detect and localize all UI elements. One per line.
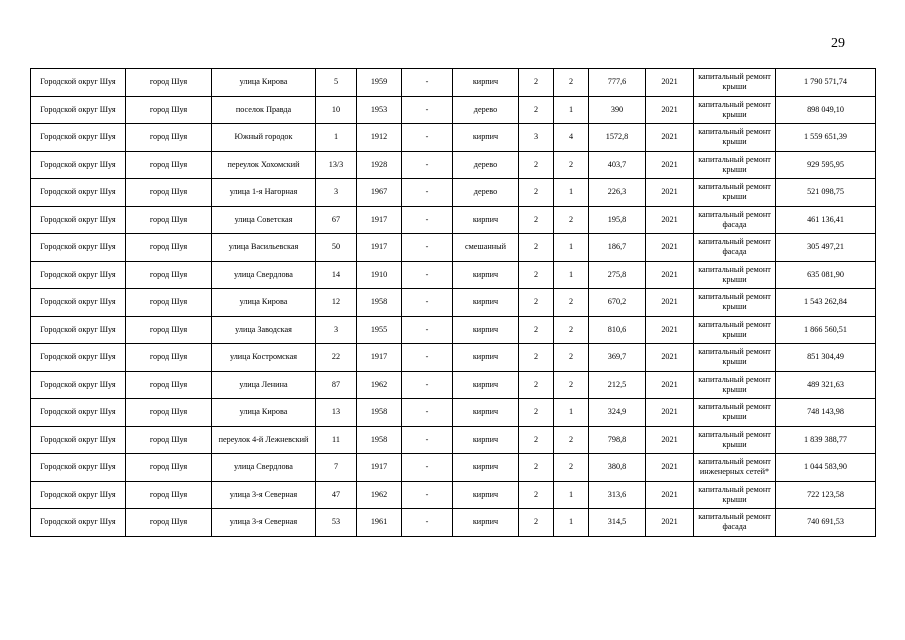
cell-city: город Шуя [126,124,212,152]
cell-area: 777,6 [589,69,646,97]
table-row [31,399,876,427]
cell-house: 22 [316,344,357,372]
cell-entrances: 1 [554,96,589,124]
cell-okrug: Городской округ Шуя [31,454,126,482]
cell-dash: - [402,206,453,234]
cell-cost: 1 044 583,90 [776,454,876,482]
cell-house: 3 [316,179,357,207]
cell-year: 1917 [357,344,402,372]
cell-work: капитальный ремонт крыши [694,124,776,152]
cell-street: Южный городок [212,124,316,152]
table-row [31,344,876,372]
cell-material: дерево [453,151,519,179]
cell-material: кирпич [453,261,519,289]
cell-program-year: 2021 [646,316,694,344]
cell-okrug: Городской округ Шуя [31,399,126,427]
cell-material: кирпич [453,316,519,344]
cell-okrug: Городской округ Шуя [31,234,126,262]
cell-program-year: 2021 [646,426,694,454]
cell-street: улица Свердлова [212,454,316,482]
cell-okrug: Городской округ Шуя [31,69,126,97]
cell-entrances: 2 [554,426,589,454]
cell-house: 87 [316,371,357,399]
cell-city: город Шуя [126,151,212,179]
cell-floors: 2 [519,426,554,454]
cell-floors: 2 [519,399,554,427]
cell-entrances: 4 [554,124,589,152]
cell-cost: 722 123,58 [776,481,876,509]
cell-floors: 2 [519,371,554,399]
cell-work: капитальный ремонт фасада [694,206,776,234]
cell-material: кирпич [453,206,519,234]
cell-program-year: 2021 [646,151,694,179]
cell-street: улица 1-я Нагорная [212,179,316,207]
cell-cost: 489 321,63 [776,371,876,399]
cell-house: 12 [316,289,357,317]
table-row [31,426,876,454]
cell-area: 798,8 [589,426,646,454]
cell-dash: - [402,69,453,97]
cell-work: капитальный ремонт крыши [694,371,776,399]
cell-city: город Шуя [126,509,212,537]
cell-work: капитальный ремонт крыши [694,481,776,509]
cell-year: 1910 [357,261,402,289]
cell-house: 1 [316,124,357,152]
cell-house: 10 [316,96,357,124]
cell-floors: 2 [519,454,554,482]
cell-entrances: 2 [554,371,589,399]
cell-okrug: Городской округ Шуя [31,481,126,509]
cell-year: 1917 [357,234,402,262]
cell-entrances: 1 [554,481,589,509]
cell-house: 11 [316,426,357,454]
cell-program-year: 2021 [646,96,694,124]
cell-street: улица Кирова [212,69,316,97]
cell-dash: - [402,316,453,344]
cell-work: капитальный ремонт крыши [694,261,776,289]
cell-dash: - [402,481,453,509]
cell-house: 13 [316,399,357,427]
cell-entrances: 1 [554,509,589,537]
cell-entrances: 1 [554,234,589,262]
cell-dash: - [402,124,453,152]
cell-entrances: 2 [554,316,589,344]
cell-material: кирпич [453,344,519,372]
cell-work: капитальный ремонт крыши [694,316,776,344]
cell-dash: - [402,261,453,289]
cell-cost: 1 790 571,74 [776,69,876,97]
cell-program-year: 2021 [646,371,694,399]
cell-work: капитальный ремонт крыши [694,179,776,207]
cell-house: 67 [316,206,357,234]
cell-okrug: Городской округ Шуя [31,316,126,344]
cell-entrances: 2 [554,454,589,482]
cell-cost: 1 559 651,39 [776,124,876,152]
cell-cost: 461 136,41 [776,206,876,234]
cell-floors: 2 [519,316,554,344]
table-row [31,179,876,207]
cell-entrances: 1 [554,261,589,289]
cell-year: 1962 [357,371,402,399]
cell-work: капитальный ремонт крыши [694,399,776,427]
cell-year: 1958 [357,399,402,427]
cell-city: город Шуя [126,179,212,207]
cell-program-year: 2021 [646,234,694,262]
cell-year: 1961 [357,509,402,537]
cell-year: 1917 [357,454,402,482]
table-row [31,289,876,317]
cell-material: кирпич [453,69,519,97]
cell-floors: 3 [519,124,554,152]
cell-dash: - [402,179,453,207]
table-body [31,69,876,537]
cell-city: город Шуя [126,69,212,97]
cell-cost: 305 497,21 [776,234,876,262]
cell-city: город Шуя [126,234,212,262]
cell-year: 1967 [357,179,402,207]
table-row [31,371,876,399]
cell-city: город Шуя [126,481,212,509]
cell-material: кирпич [453,371,519,399]
cell-area: 1572,8 [589,124,646,152]
cell-work: капитальный ремонт крыши [694,344,776,372]
cell-entrances: 1 [554,399,589,427]
cell-cost: 1 866 560,51 [776,316,876,344]
cell-work: капитальный ремонт крыши [694,426,776,454]
cell-material: дерево [453,179,519,207]
cell-dash: - [402,344,453,372]
cell-dash: - [402,454,453,482]
cell-okrug: Городской округ Шуя [31,261,126,289]
cell-cost: 635 081,90 [776,261,876,289]
cell-material: дерево [453,96,519,124]
cell-year: 1928 [357,151,402,179]
cell-house: 50 [316,234,357,262]
table-row [31,316,876,344]
cell-year: 1962 [357,481,402,509]
cell-program-year: 2021 [646,206,694,234]
cell-floors: 2 [519,234,554,262]
cell-okrug: Городской округ Шуя [31,206,126,234]
cell-okrug: Городской округ Шуя [31,179,126,207]
cell-area: 226,3 [589,179,646,207]
cell-cost: 898 049,10 [776,96,876,124]
cell-floors: 2 [519,261,554,289]
cell-cost: 1 543 262,84 [776,289,876,317]
cell-work: капитальный ремонт фасада [694,509,776,537]
cell-cost: 851 304,49 [776,344,876,372]
cell-street: улица Ленина [212,371,316,399]
cell-year: 1958 [357,426,402,454]
cell-city: город Шуя [126,96,212,124]
cell-work: капитальный ремонт крыши [694,69,776,97]
cell-okrug: Городской округ Шуя [31,426,126,454]
table-row [31,96,876,124]
cell-street: улица 3-я Северная [212,509,316,537]
cell-area: 670,2 [589,289,646,317]
cell-program-year: 2021 [646,454,694,482]
cell-floors: 2 [519,481,554,509]
cell-street: поселок Правда [212,96,316,124]
cell-house: 47 [316,481,357,509]
cell-program-year: 2021 [646,344,694,372]
cell-street: улица Костромская [212,344,316,372]
cell-material: смешанный [453,234,519,262]
cell-year: 1917 [357,206,402,234]
cell-area: 195,8 [589,206,646,234]
cell-city: город Шуя [126,344,212,372]
cell-dash: - [402,234,453,262]
cell-floors: 2 [519,509,554,537]
cell-floors: 2 [519,96,554,124]
cell-street: улица Заводская [212,316,316,344]
cell-city: город Шуя [126,261,212,289]
cell-cost: 748 143,98 [776,399,876,427]
cell-material: кирпич [453,289,519,317]
cell-okrug: Городской округ Шуя [31,96,126,124]
cell-street: переулок Хохомский [212,151,316,179]
page-number: 29 [831,36,845,51]
cell-area: 314,5 [589,509,646,537]
cell-material: кирпич [453,426,519,454]
cell-dash: - [402,151,453,179]
capital-repair-table-container [30,68,875,537]
cell-entrances: 2 [554,344,589,372]
cell-material: кирпич [453,481,519,509]
cell-area: 390 [589,96,646,124]
cell-floors: 2 [519,179,554,207]
cell-area: 186,7 [589,234,646,262]
cell-program-year: 2021 [646,179,694,207]
cell-floors: 2 [519,151,554,179]
cell-entrances: 2 [554,289,589,317]
table-row [31,234,876,262]
cell-program-year: 2021 [646,509,694,537]
cell-program-year: 2021 [646,124,694,152]
cell-floors: 2 [519,206,554,234]
cell-floors: 2 [519,69,554,97]
cell-work: капитальный ремонт инженерных сетей* [694,454,776,482]
cell-year: 1955 [357,316,402,344]
cell-house: 3 [316,316,357,344]
cell-city: город Шуя [126,454,212,482]
cell-year: 1953 [357,96,402,124]
table-row [31,481,876,509]
cell-dash: - [402,289,453,317]
cell-dash: - [402,509,453,537]
cell-street: улица 3-я Северная [212,481,316,509]
cell-area: 313,6 [589,481,646,509]
cell-program-year: 2021 [646,69,694,97]
table-row [31,151,876,179]
cell-entrances: 2 [554,151,589,179]
cell-year: 1912 [357,124,402,152]
cell-house: 53 [316,509,357,537]
cell-dash: - [402,399,453,427]
cell-street: улица Советская [212,206,316,234]
cell-program-year: 2021 [646,261,694,289]
cell-city: город Шуя [126,426,212,454]
cell-dash: - [402,96,453,124]
cell-okrug: Городской округ Шуя [31,371,126,399]
cell-area: 403,7 [589,151,646,179]
cell-area: 324,9 [589,399,646,427]
cell-city: город Шуя [126,399,212,427]
cell-floors: 2 [519,289,554,317]
capital-repair-table [30,68,876,537]
cell-house: 7 [316,454,357,482]
table-row [31,261,876,289]
cell-work: капитальный ремонт крыши [694,289,776,317]
cell-work: капитальный ремонт крыши [694,96,776,124]
cell-city: город Шуя [126,316,212,344]
table-row [31,69,876,97]
cell-entrances: 1 [554,179,589,207]
cell-cost: 1 839 388,77 [776,426,876,454]
cell-entrances: 2 [554,69,589,97]
cell-material: кирпич [453,124,519,152]
cell-okrug: Городской округ Шуя [31,124,126,152]
cell-city: город Шуя [126,289,212,317]
cell-house: 5 [316,69,357,97]
cell-area: 380,8 [589,454,646,482]
cell-area: 369,7 [589,344,646,372]
cell-okrug: Городской округ Шуя [31,151,126,179]
cell-material: кирпич [453,509,519,537]
cell-program-year: 2021 [646,399,694,427]
cell-street: улица Кирова [212,399,316,427]
cell-street: переулок 4-й Лежневский [212,426,316,454]
cell-year: 1958 [357,289,402,317]
cell-floors: 2 [519,344,554,372]
cell-dash: - [402,426,453,454]
cell-city: город Шуя [126,371,212,399]
cell-program-year: 2021 [646,289,694,317]
cell-dash: - [402,371,453,399]
cell-okrug: Городской округ Шуя [31,289,126,317]
cell-cost: 929 595,95 [776,151,876,179]
cell-entrances: 2 [554,206,589,234]
cell-material: кирпич [453,399,519,427]
cell-material: кирпич [453,454,519,482]
cell-cost: 740 691,53 [776,509,876,537]
cell-program-year: 2021 [646,481,694,509]
cell-street: улица Васильевская [212,234,316,262]
cell-okrug: Городской округ Шуя [31,344,126,372]
cell-work: капитальный ремонт крыши [694,151,776,179]
cell-city: город Шуя [126,206,212,234]
cell-area: 810,6 [589,316,646,344]
table-row [31,124,876,152]
cell-house: 13/3 [316,151,357,179]
cell-okrug: Городской округ Шуя [31,509,126,537]
table-row [31,509,876,537]
cell-cost: 521 098,75 [776,179,876,207]
cell-house: 14 [316,261,357,289]
cell-area: 212,5 [589,371,646,399]
cell-street: улица Кирова [212,289,316,317]
cell-work: капитальный ремонт фасада [694,234,776,262]
table-row [31,206,876,234]
table-row [31,454,876,482]
cell-area: 275,8 [589,261,646,289]
cell-year: 1959 [357,69,402,97]
cell-street: улица Свердлова [212,261,316,289]
